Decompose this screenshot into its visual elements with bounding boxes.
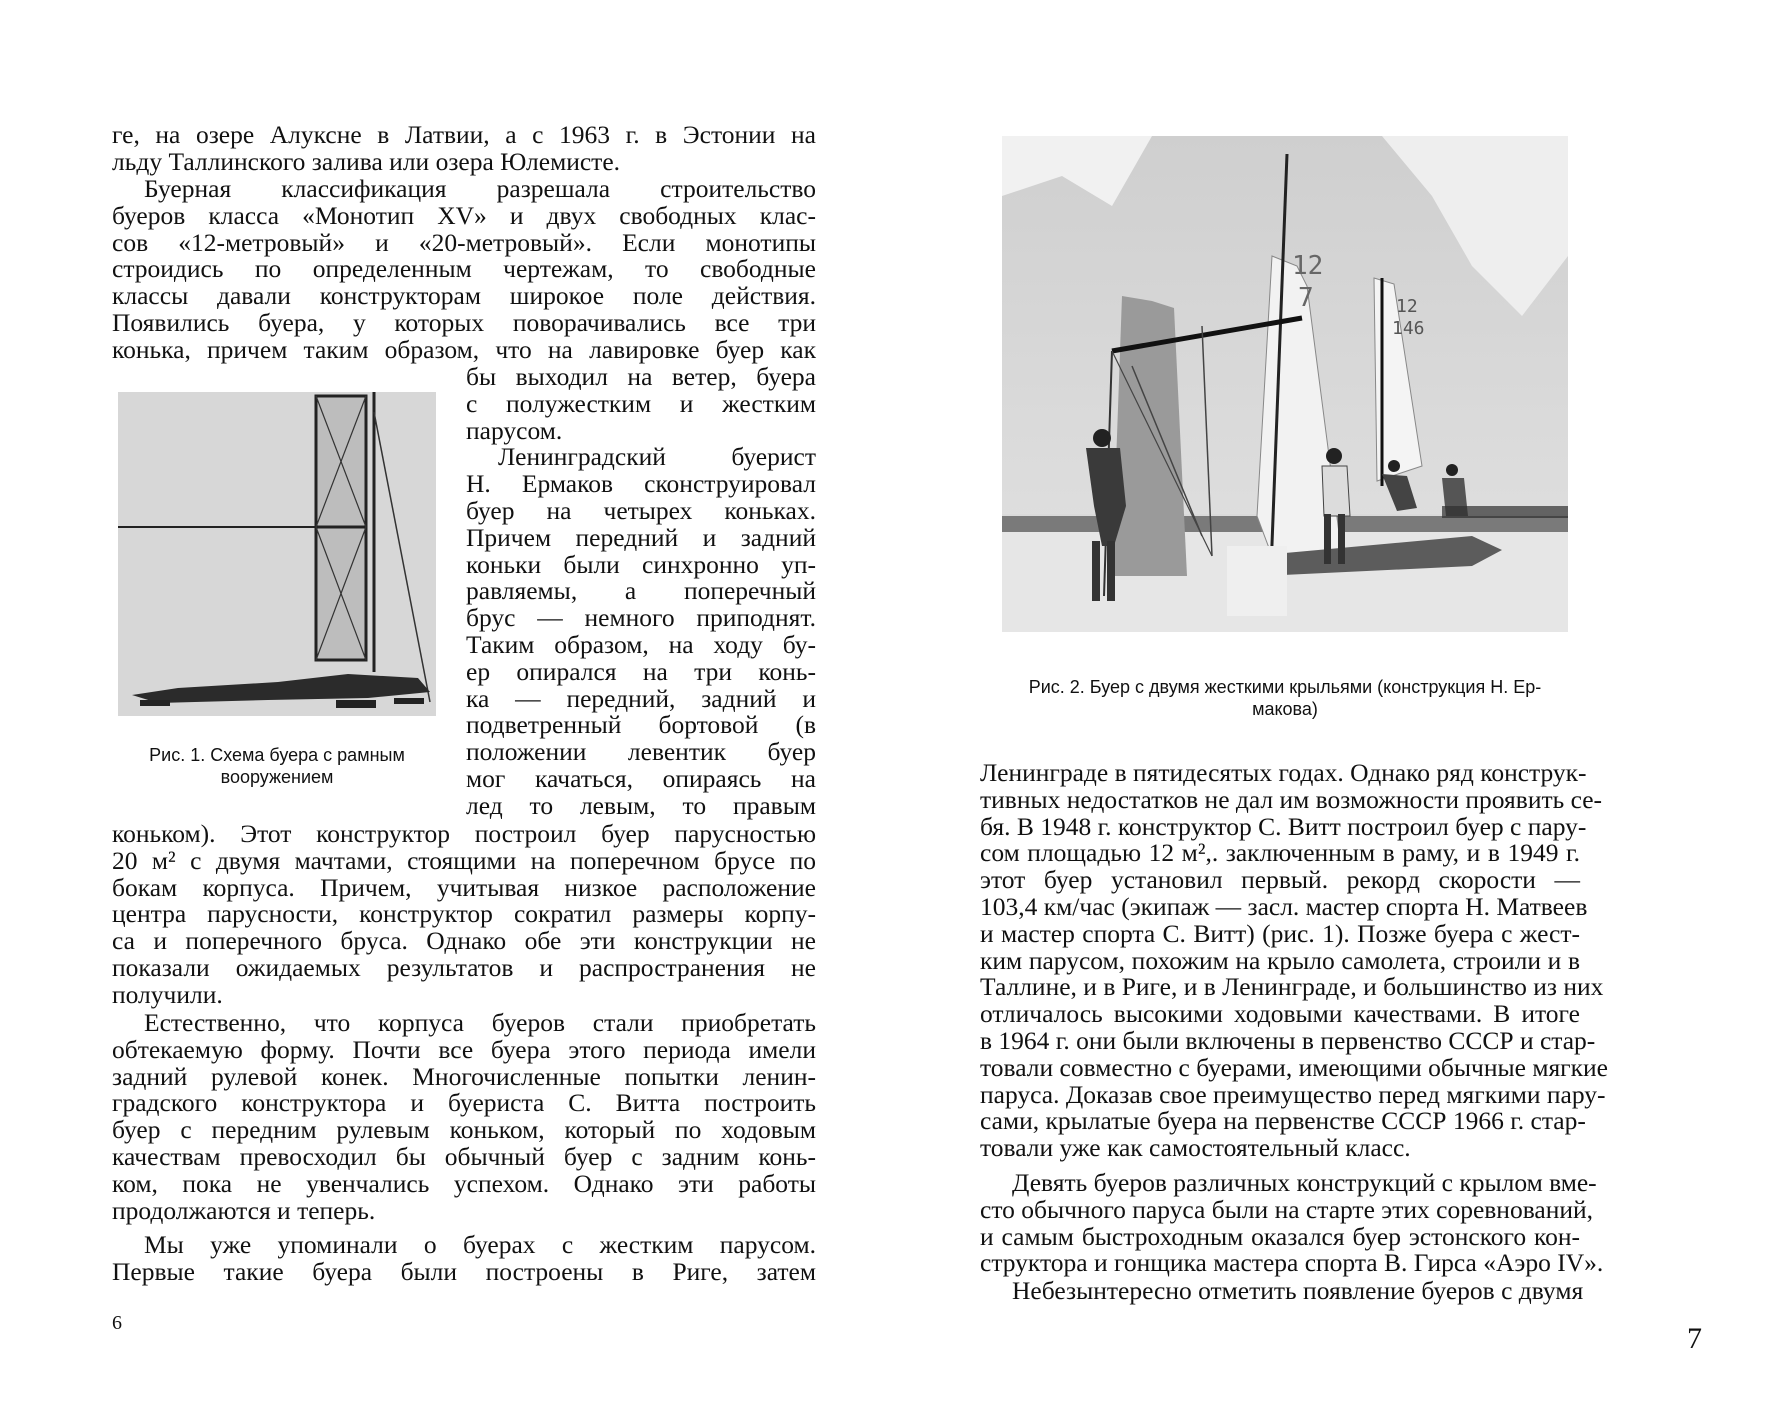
sail-number-bottom: 7 xyxy=(1298,283,1314,313)
text-line: буер на четырех коньках. xyxy=(466,495,816,525)
text-line: Н. Ермаков сконструировал xyxy=(466,469,816,499)
page-number: 7 xyxy=(1687,1322,1702,1355)
text-line: сто обычного паруса были на старте этих соревнований, xyxy=(980,1194,1594,1224)
text-line: подветренный бортовой (в xyxy=(466,710,816,740)
page-number: 6 xyxy=(112,1312,122,1334)
text-line: градского конструктора и буериста С. Витта построить xyxy=(112,1088,816,1118)
text-line: ком, пока не увенчались успехом. Однако эти работы xyxy=(112,1168,816,1198)
text-line: Ленинградский буерист xyxy=(498,442,816,472)
left-narrow-column xyxy=(466,364,816,820)
left-paragraph-4 xyxy=(112,1010,816,1224)
text-line: получили. xyxy=(112,979,223,1009)
text-line: товали совместно с буерами, имеющими обычные мягкие xyxy=(980,1052,1608,1082)
figure-2-caption xyxy=(990,676,1580,720)
text-line: качествам превосходил бы обычный буер с задним конь- xyxy=(112,1141,816,1171)
iceboat-frame-rig-diagram xyxy=(118,392,436,716)
right-page xyxy=(890,0,1780,1413)
text-line: Появились буера, у которых поворачивались все три xyxy=(112,307,816,337)
text-line: центра парусности, конструктор сократил размеры корпу- xyxy=(112,899,816,929)
text-line: товали уже как самостоятельный класс. xyxy=(980,1133,1411,1163)
text-line: сом площадью 12 м²,. заключенным в раму, и в 1949 г. xyxy=(980,838,1580,868)
text-line: продолжаются и теперь. xyxy=(112,1195,376,1225)
text-line: парусом. xyxy=(466,415,563,445)
figure-1-caption xyxy=(112,744,442,788)
text-line: Таким образом, на ходу бу- xyxy=(466,629,816,659)
text-line: этот буер установил первый. рекорд скорости — xyxy=(980,865,1580,895)
text-line: ким парусом, похожим на крыло самолета, строили и в xyxy=(980,945,1580,975)
text-line: бя. В 1948 г. конструктор С. Витт построил буер с пару- xyxy=(980,811,1587,841)
text-line: лед то левым, то правым xyxy=(466,790,816,820)
text-line: мог качаться, опираясь на xyxy=(466,763,816,793)
text-line: в 1964 г. они были включены в первенство СССР и стар- xyxy=(980,1025,1596,1055)
text-line: Ленинграде в пятидесятых годах. Однако ряд конструк- xyxy=(980,758,1587,787)
text-line: задний рулевой конек. Многочисленные попытки ленин- xyxy=(112,1061,816,1091)
text-line: Небезынтересно отметить появление буеров с двумя xyxy=(1012,1276,1584,1305)
text-line: сов «12-метровый» и «20-метровый». Если монотипы xyxy=(112,227,816,257)
left-top-paragraph xyxy=(112,122,816,176)
sail-number-top: 12 xyxy=(1292,251,1324,281)
left-paragraph-5 xyxy=(112,1232,816,1286)
text-line: ер опирался на три конь- xyxy=(466,656,816,686)
text-line: паруса. Доказав свое преимущество перед мягкими пару- xyxy=(980,1079,1606,1109)
right-paragraph-1 xyxy=(980,758,1608,1163)
text-line: конька, причем таким образом, что на лавировке буер как xyxy=(112,334,816,364)
text-line: сами, крылатые буера на первенстве СССР 1966 г. стар- xyxy=(980,1106,1586,1136)
text-line: льду Таллинского залива или озера Юлемисте. xyxy=(112,146,621,176)
text-line: 20 м² с двумя мачтами, стоящими на поперечном брусе по xyxy=(112,845,816,875)
left-paragraph-3-continued xyxy=(112,821,816,1009)
text-line: и мастер спорта С. Витт) (рис. 1). Позже буера с жест- xyxy=(980,918,1580,948)
text-line: строидись по определенным чертежам, то свободные xyxy=(112,254,816,284)
text-line: равляемы, а поперечный xyxy=(466,576,816,606)
caption-line: вооружением xyxy=(220,767,334,787)
sail-number-bottom: 146 xyxy=(1392,318,1425,339)
sail-number-top: 12 xyxy=(1396,296,1418,317)
text-line: обтекаемую форму. Почти все буера этого периода имели xyxy=(112,1034,816,1064)
text-line: Буерная классификация разрешала строительство xyxy=(144,174,816,203)
text-line: буеров класса «Монотип XV» и двух свободных клас- xyxy=(112,200,816,230)
left-paragraph-2 xyxy=(112,176,816,364)
text-line: 103,4 км/час (экипаж — засл. мастер спорта Н. Матвеев xyxy=(980,891,1588,921)
text-line: показали ожидаемых результатов и распространения не xyxy=(112,952,816,982)
text-line: положении левентик буер xyxy=(466,737,816,767)
caption-line: макова) xyxy=(1252,699,1318,719)
text-line: бы выходил на ветер, буера xyxy=(466,362,816,391)
text-line: ка — передний, задний и xyxy=(466,683,816,713)
text-line: брус — немного приподнят. xyxy=(466,603,816,633)
text-line: са и поперечного бруса. Однако обе эти конструкции не xyxy=(112,926,816,956)
text-line: бокам корпуса. Причем, учитывая низкое расположение xyxy=(112,872,816,902)
text-line: структора и гонщика мастера спорта В. Гирса «Аэро IV». xyxy=(980,1248,1604,1278)
text-line: ге, на озере Алуксне в Латвии, а с 1963 г. в Эстонии на xyxy=(112,120,816,149)
text-line: Таллине, и в Риге, и в Ленинграде, и большинство из них xyxy=(980,972,1604,1002)
text-line: Девять буеров различных конструкций с крылом вме- xyxy=(1012,1168,1597,1197)
figure-2-photo xyxy=(1002,136,1568,632)
text-line: Причем передний и задний xyxy=(466,522,816,552)
text-line: и самым быстроходным оказался буер эстонского кон- xyxy=(980,1221,1580,1251)
caption-line: Рис. 1. Схема буера с рамным xyxy=(149,745,405,765)
text-line: буер с передним рулевым коньком, который по ходовым xyxy=(112,1115,816,1145)
right-paragraph-3 xyxy=(980,1276,1584,1305)
text-line: коньки были синхронно уп- xyxy=(466,549,816,579)
right-paragraph-2 xyxy=(980,1168,1604,1278)
text-line: с полужестким и жестким xyxy=(466,388,816,418)
text-line: коньком). Этот конструктор построил буер парусностью xyxy=(112,819,816,848)
text-line: отличалось высокими ходовыми качествами. В итоге xyxy=(980,999,1580,1029)
text-line: классы давали конструкторам широкое поле действия. xyxy=(112,281,816,311)
iceboats-photo xyxy=(1002,136,1568,632)
caption-line: Рис. 2. Буер с двумя жесткими крыльями (конструкция Н. Ер- xyxy=(1028,677,1542,697)
text-line: Мы уже упоминали о буерах с жестким парусом. xyxy=(144,1230,816,1259)
text-line: тивных недостатков не дал им возможности проявить се- xyxy=(980,784,1603,814)
text-line: Первые такие буера были построены в Риге, затем xyxy=(112,1256,816,1286)
text-line: Естественно, что корпуса буеров стали приобретать xyxy=(144,1008,816,1037)
figure-1-image xyxy=(118,392,436,716)
